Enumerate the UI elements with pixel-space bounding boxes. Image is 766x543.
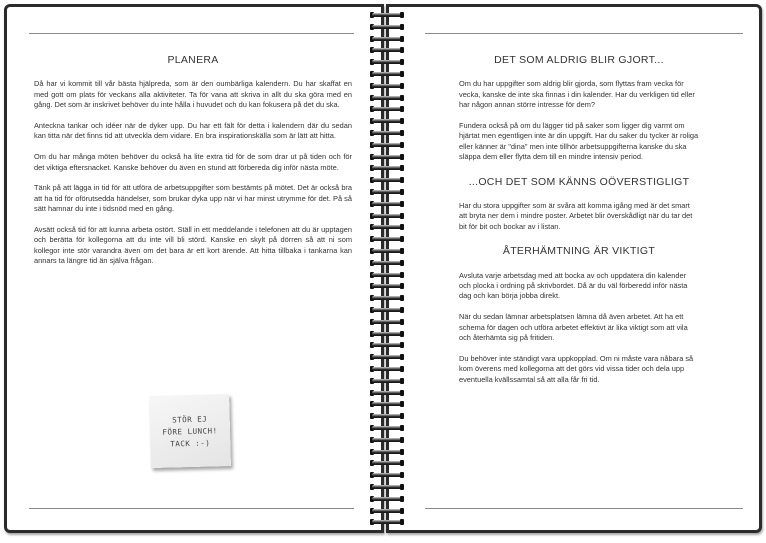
sticky-note-line: FÖRE LUNCH! bbox=[162, 426, 218, 437]
paragraph: Om du har uppgifter som aldrig blir gjorda, som flyttas fram vecka för vecka, kanske de inte ska finnas i din kalender. Har du verkligen tid eller har någon annan större intresse för dem? bbox=[459, 79, 695, 110]
spiral-ring bbox=[370, 366, 404, 372]
spiral-binding bbox=[370, 12, 404, 532]
spiral-ring bbox=[370, 47, 404, 53]
paragraph: Avsätt också tid för att kunna arbeta ostört. Ställ in ett meddelande i telefonen att du är upptagen och berätta för kollegorna att du inte vill bli störd. Kanske en skylt på dörren så att ni som kollegor inte stör varandra även om det bara är ett kort ärende. Att hitta tillbaka i tankarna kan annars ta längre tid än själva frågan. bbox=[34, 225, 352, 266]
spiral-ring bbox=[370, 213, 404, 219]
spiral-ring bbox=[370, 519, 404, 525]
spiral-ring bbox=[370, 106, 404, 112]
paragraph: Då har vi kommit till vår bästa hjälpreda, som är den oumbärliga kalendern. Du har skaffat en med gott om plats för veckans alla aktiviteter. Ta för vana att skriva in allt du ska göra med en gång. Det som är inskrivet behöver du inte hålla i huvudet och du kan fokusera på det du ska. bbox=[34, 79, 352, 110]
spiral-ring bbox=[370, 236, 404, 242]
spiral-ring bbox=[370, 272, 404, 278]
spiral-ring bbox=[370, 437, 404, 443]
top-rule bbox=[29, 33, 354, 34]
spiral-ring bbox=[370, 484, 404, 490]
spiral-ring bbox=[370, 189, 404, 195]
spiral-ring bbox=[370, 401, 404, 407]
open-notebook bbox=[4, 4, 762, 539]
paragraph: När du sedan lämnar arbetsplatsen lämna då även arbetet. Att ha ett schema för dagen och utföra arbetet effektivt är lika viktigt som att vila och återhämta sig på fritiden. bbox=[459, 312, 688, 343]
sticky-note-line: STÖR EJ bbox=[172, 414, 208, 425]
spiral-ring bbox=[370, 390, 404, 396]
spiral-ring bbox=[370, 201, 404, 207]
section-heading-aldrig-gjort: DET SOM ALDRIG BLIR GJORT... bbox=[494, 54, 664, 66]
spiral-ring bbox=[370, 224, 404, 230]
spiral-ring bbox=[370, 142, 404, 148]
bottom-rule bbox=[29, 508, 354, 509]
spiral-ring bbox=[370, 508, 404, 514]
section-heading-oeverstigligt: ...OCH DET SOM KÄNNS OÖVERSTIGLIGT bbox=[468, 175, 690, 188]
spiral-ring bbox=[370, 378, 404, 384]
spiral-ring bbox=[370, 71, 404, 77]
spiral-ring bbox=[370, 413, 404, 419]
paragraph: Fundera också på om du lägger tid på saker som ligger dig varmt om hjärtat men egentligen inte är din uppgift. Har du saker du tycker är roliga eller känner är "dina" men inte tillhör arbetsuppgifterna kanske du ska släppa dem eller flytta dem till en mindre intensiv period. bbox=[459, 121, 699, 162]
paragraph: Har du stora uppgifter som är svåra att komma igång med är det smart att bryta ner dem i mindre poster. Arbetet blir överskådligt när du tar det bit för bit och bockar av i listan. bbox=[459, 201, 693, 231]
sticky-note bbox=[149, 394, 231, 468]
paragraph: Du behöver inte ständigt vara uppkopplad. Om ni måste vara nåbara så kom överens med kollegorna att det görs vid vissa tider och dela upp eventuella kvällssamtal så att alla får fri tid. bbox=[459, 353, 694, 384]
section-heading-planera: PLANERA bbox=[167, 54, 219, 66]
paragraph: Tänk på att lägga in tid för att utföra de arbetsuppgifter som bestämts på mötet. Det är också bra att ha tid för oförutsedda händelser, som brukar dyka upp när vi har minst utrymme för det. På så sätt hamnar du inte i tidsnöd med en gång. bbox=[34, 183, 352, 214]
spiral-ring bbox=[370, 460, 404, 466]
spiral-ring bbox=[370, 342, 404, 348]
spiral-ring bbox=[370, 83, 404, 89]
paragraph: Om du har många möten behöver du också ha lite extra tid för de som drar ut på tiden och för det viktiga eftersnacket. Kanske behöver du även en stund att förbereda dig inför nästa möte. bbox=[34, 152, 352, 172]
paragraph: Avsluta varje arbetsdag med att bocka av och uppdatera din kalender och plocka i ordning på skrivbordet. Då är du väl förberedd inför nästa dag och kan börja jobba direkt. bbox=[459, 270, 688, 301]
spiral-ring bbox=[370, 496, 404, 502]
spiral-ring bbox=[370, 449, 404, 455]
section-heading-aterhamtning: ÅTERHÄMTNING ÄR VIKTIGT bbox=[502, 245, 656, 258]
spiral-ring bbox=[370, 425, 404, 431]
sticky-note-line: TACK :-) bbox=[170, 438, 211, 449]
left-page-content bbox=[34, 41, 352, 277]
spiral-ring bbox=[370, 95, 404, 101]
spiral-ring bbox=[370, 154, 404, 160]
spiral-ring bbox=[370, 24, 404, 30]
spiral-ring bbox=[370, 319, 404, 325]
spiral-ring bbox=[370, 177, 404, 183]
spiral-ring bbox=[370, 472, 404, 478]
top-rule bbox=[425, 33, 743, 34]
spiral-ring bbox=[370, 36, 404, 42]
spiral-ring bbox=[370, 12, 404, 18]
spiral-ring bbox=[370, 354, 404, 360]
left-page bbox=[4, 4, 384, 533]
right-page bbox=[386, 4, 762, 533]
spiral-ring bbox=[370, 59, 404, 65]
spiral-ring bbox=[370, 130, 404, 136]
spiral-ring bbox=[370, 165, 404, 171]
spiral-ring bbox=[370, 295, 404, 301]
bottom-rule bbox=[425, 508, 743, 509]
spiral-ring bbox=[370, 331, 404, 337]
spiral-ring bbox=[370, 283, 404, 289]
paragraph: Anteckna tankar och idéer när de dyker upp. Du har ett fält för detta i kalendern där du sedan kan titta när det finns tid att utveckla dem vidare. En bra inspirationskälla som är lätt att hitta. bbox=[34, 121, 352, 141]
spiral-ring bbox=[370, 248, 404, 254]
spiral-ring bbox=[370, 260, 404, 266]
spiral-ring bbox=[370, 118, 404, 124]
spiral-ring bbox=[370, 307, 404, 313]
right-page-content bbox=[459, 41, 699, 396]
